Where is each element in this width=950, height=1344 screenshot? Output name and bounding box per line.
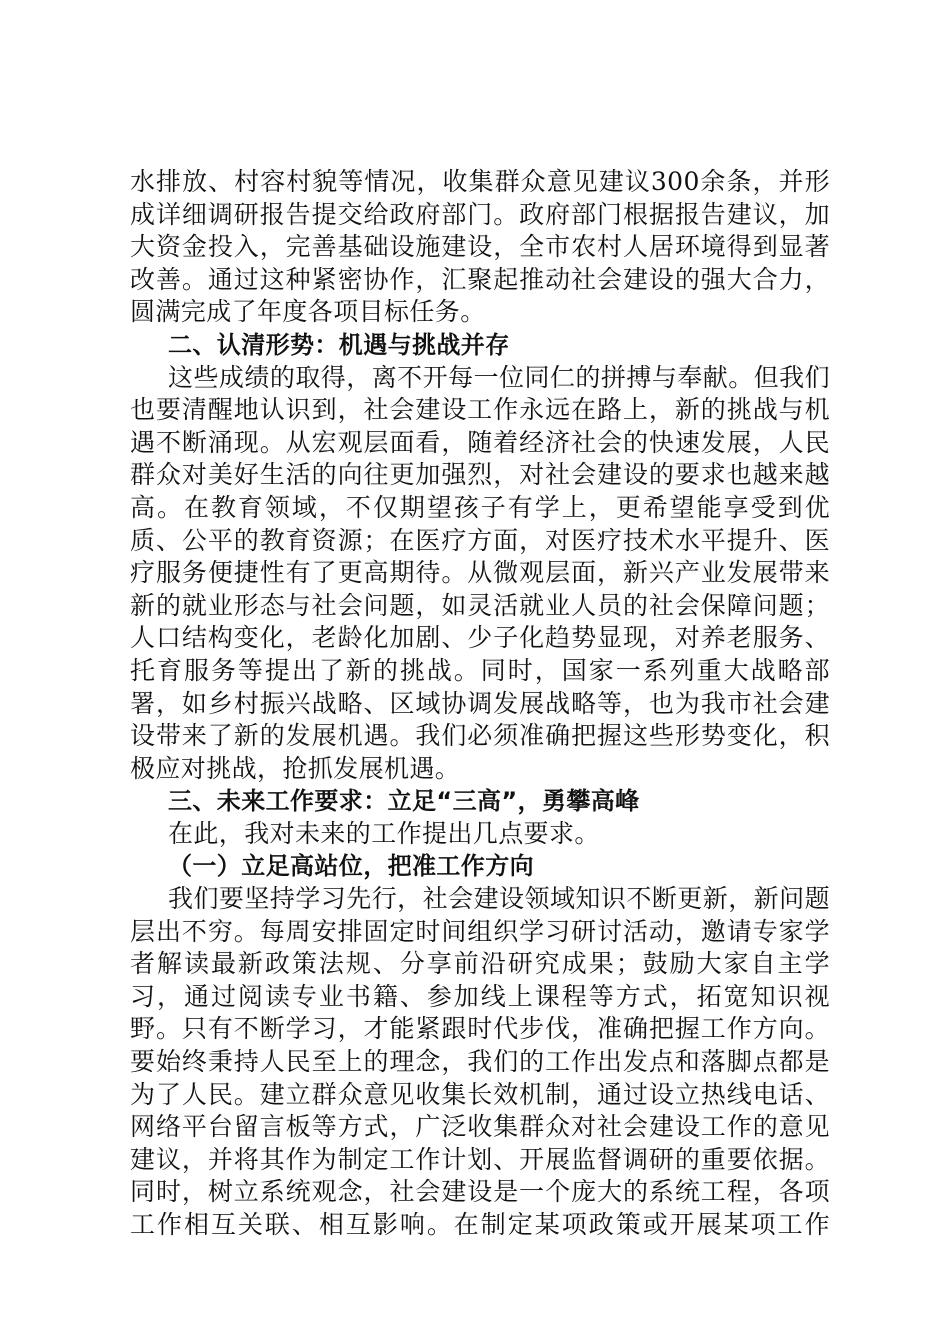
body-text-line: 群众对美好生活的向往更加强烈，对社会建设的要求也越来越 <box>130 460 830 490</box>
body-text-line: 工作相互关联、相互影响。在制定某项政策或开展某项工作 <box>130 1210 830 1239</box>
body-text-line: 署，如乡村振兴战略、区域协调发展战略等，也为我市社会建 <box>130 688 830 718</box>
body-text-line: 设带来了新的发展机遇。我们必须准确把握这些形势变化，积 <box>130 721 830 751</box>
body-text-line: 习，通过阅读专业书籍、参加线上课程等方式，拓宽知识视 <box>130 981 830 1011</box>
body-text-line: 野。只有不断学习，才能紧跟时代步伐，准确把握工作方向。 <box>130 1014 830 1044</box>
body-text-line: 遇不断涌现。从宏观层面看，随着经济社会的快速发展，人民 <box>130 427 830 457</box>
body-text-line: 成详细调研报告提交给政府部门。政府部门根据报告建议，加 <box>130 199 830 229</box>
paragraph-first-line: 这些成绩的取得，离不开每一位同仁的拼搏与奉献。但我们 <box>168 362 830 392</box>
body-text-line: 水排放、村容村貌等情况，收集群众意见建议300余条，并形 <box>130 167 830 196</box>
body-text-line: 为了人民。建立群众意见收集长效机制，通过设立热线电话、 <box>130 1079 830 1109</box>
section-heading: （一）立足高站位，把准工作方向 <box>168 852 534 881</box>
body-text-line: 改善。通过这种紧密协作，汇聚起推动社会建设的强大合力， <box>130 264 830 294</box>
body-text-line: 疗服务便捷性有了更高期待。从微观层面，新兴产业发展带来 <box>130 558 830 588</box>
body-text-line: 高。在教育领域，不仅期望孩子有学上，更希望能享受到优 <box>130 492 830 522</box>
body-text-line: 者解读最新政策法规、分享前沿研究成果；鼓励大家自主学 <box>130 949 830 979</box>
paragraph-last-line: 圆满完成了年度各项目标任务。 <box>130 297 486 327</box>
body-text-line: 质、公平的教育资源；在医疗方面，对医疗技术水平提升、医 <box>130 525 830 555</box>
section-heading: 三、未来工作要求：立足“三高”，勇攀高峰 <box>168 787 640 816</box>
body-text-line: 层出不穷。每周安排固定时间组织学习研讨活动，邀请专家学 <box>130 916 830 946</box>
body-text-line: 网络平台留言板等方式，广泛收集群众对社会建设工作的意见 <box>130 1112 830 1142</box>
body-text-line: 大资金投入，完善基础设施建设，全市农村人居环境得到显著 <box>130 232 830 262</box>
body-text-line: 要始终秉持人民至上的理念，我们的工作出发点和落脚点都是 <box>130 1047 830 1077</box>
body-text-line: 同时，树立系统观念，社会建设是一个庞大的系统工程，各项 <box>130 1177 830 1207</box>
document-page <box>130 166 830 1242</box>
paragraph-first-line: 我们要坚持学习先行，社会建设领域知识不断更新，新问题 <box>168 884 830 914</box>
body-text-line: 新的就业形态与社会问题，如灵活就业人员的社会保障问题； <box>130 590 830 620</box>
section-heading: 二、认清形势：机遇与挑战并存 <box>168 330 510 359</box>
paragraph-first-line: 在此，我对未来的工作提出几点要求。 <box>168 818 600 848</box>
body-text-line: 也要清醒地认识到，社会建设工作永远在路上，新的挑战与机 <box>130 395 830 425</box>
body-text-line: 建议，并将其作为制定工作计划、开展监督调研的重要依据。 <box>130 1144 830 1174</box>
paragraph-last-line: 极应对挑战，抢抓发展机遇。 <box>130 753 461 783</box>
body-text-line: 人口结构变化，老龄化加剧、少子化趋势显现，对养老服务、 <box>130 623 830 653</box>
body-text-line: 托育服务等提出了新的挑战。同时，国家一系列重大战略部 <box>130 655 830 685</box>
